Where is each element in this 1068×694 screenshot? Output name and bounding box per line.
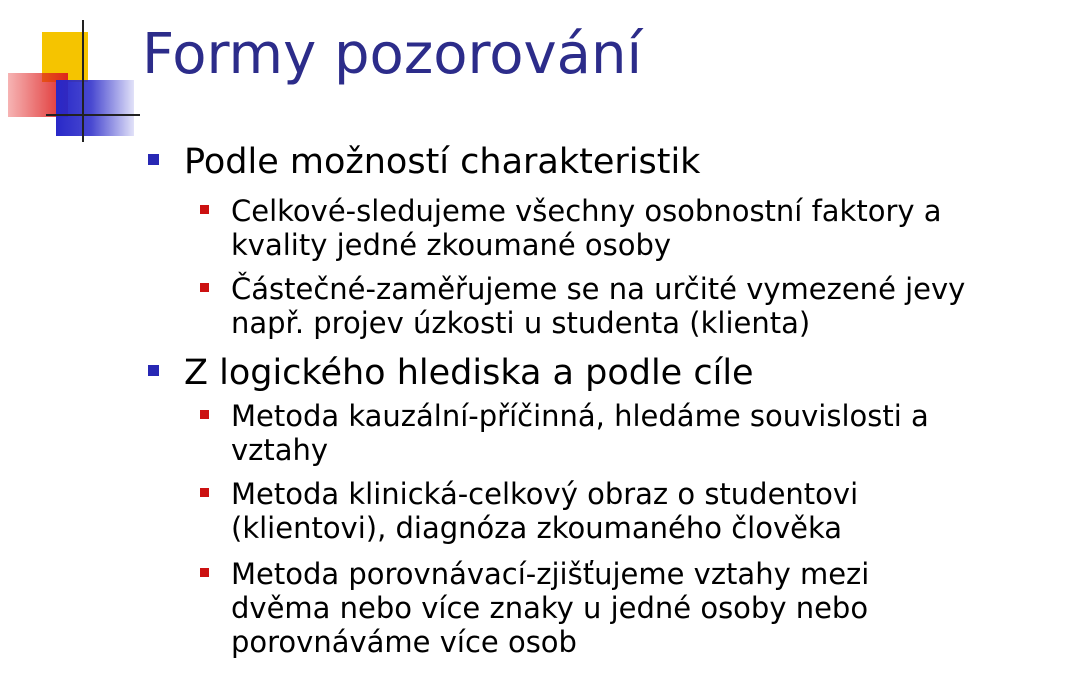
list-item-line[interactable]: kvality jedné zkoumané osoby xyxy=(231,228,672,262)
list-item-line[interactable]: Metoda kauzální-příčinná, hledáme souvislosti a xyxy=(231,399,929,433)
level2-bullet-icon xyxy=(200,410,209,419)
level2-bullet-icon xyxy=(200,205,209,214)
list-item-line[interactable]: vztahy xyxy=(231,433,329,467)
list-item-line[interactable]: (klientovi), diagnóza zkoumaného člověka xyxy=(231,511,842,545)
slide-title[interactable]: Formy pozorování xyxy=(142,22,643,87)
list-item-line[interactable]: porovnáváme více osob xyxy=(231,625,577,659)
list-item-line[interactable]: např. projev úzkosti u studenta (klienta) xyxy=(231,306,811,340)
list-item-line[interactable]: Částečné-zaměřujeme se na určité vymezené jevy xyxy=(231,272,966,306)
level1-bullet-icon xyxy=(148,365,159,376)
level1-bullet-icon xyxy=(148,154,159,165)
list-item-line[interactable]: Celkové-sledujeme všechny osobnostní faktory a xyxy=(231,194,942,228)
level2-bullet-icon xyxy=(200,283,209,292)
list-item-line[interactable]: Metoda klinická-celkový obraz o studentovi xyxy=(231,477,859,511)
section-heading[interactable]: Z logického hlediska a podle cíle xyxy=(184,353,754,393)
list-item-line[interactable]: Metoda porovnávací-zjišťujeme vztahy mezi xyxy=(231,557,870,591)
level2-bullet-icon xyxy=(200,488,209,497)
level2-bullet-icon xyxy=(200,568,209,577)
section-heading[interactable]: Podle možností charakteristik xyxy=(184,142,701,182)
list-item-line[interactable]: dvěma nebo více znaky u jedné osoby nebo xyxy=(231,591,869,625)
